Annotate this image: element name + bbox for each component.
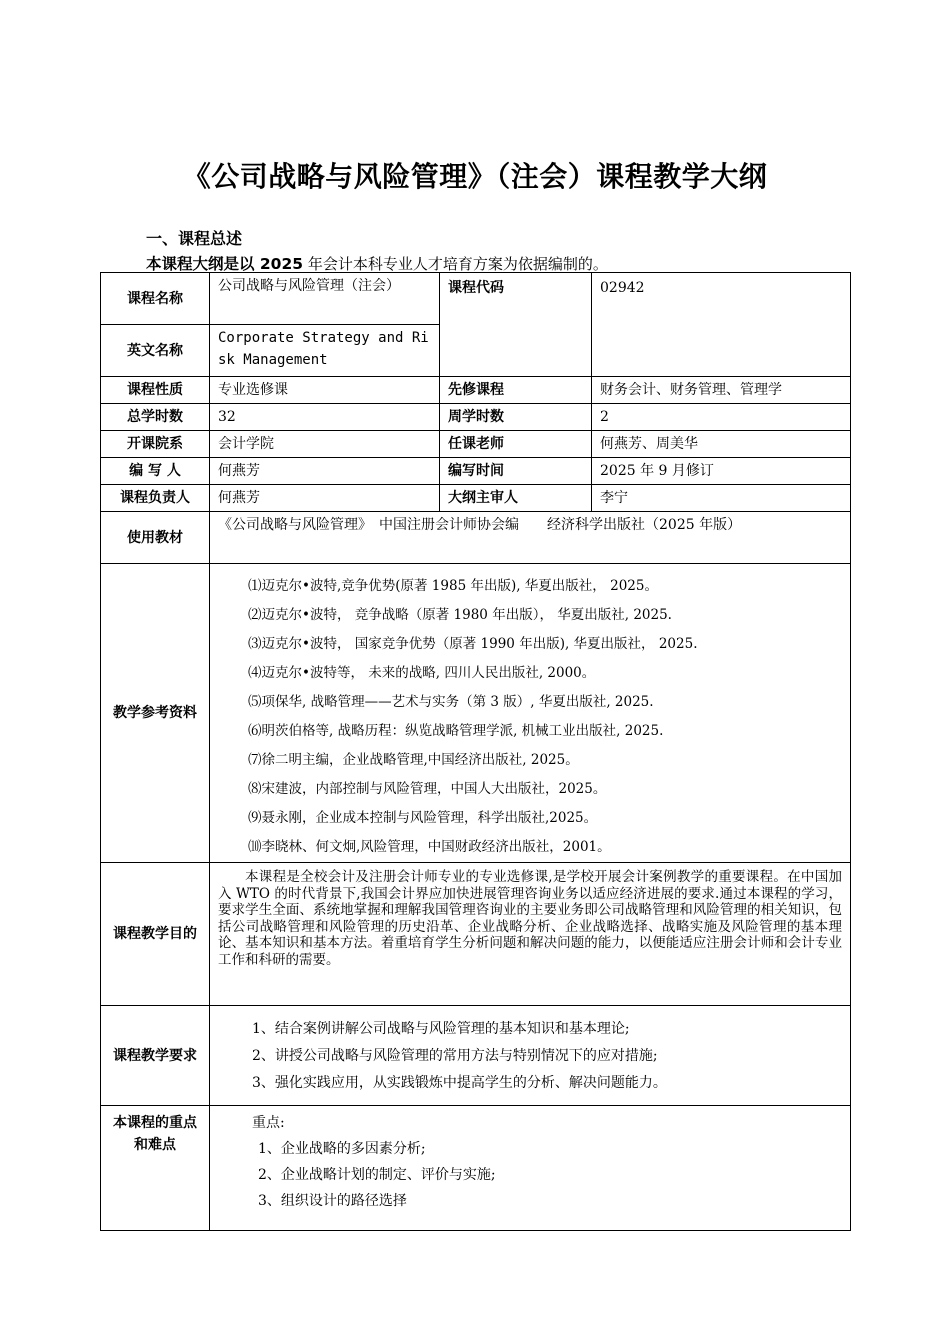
objective-label: 课程教学目的 <box>101 863 210 1006</box>
objective-cell <box>210 863 851 1006</box>
textbook-label: 使用教材 <box>101 512 210 564</box>
nature-value: 专业选修课 <box>210 377 440 404</box>
list-item: 2、企业战略计划的制定、评价与实施; <box>258 1167 496 1183</box>
list-item: ⑴迈克尔•波特,竞争优势(原著 1985 年出版), 华夏出版社， 2025。 <box>248 578 658 594</box>
course-name-value: 公司战略与风险管理（注会） <box>210 273 440 325</box>
list-item: ⑹明茨伯格等, 战略历程：纵览战略管理学派, 机械工业出版社, 2025. <box>248 723 664 739</box>
requirement-cell <box>210 1006 851 1106</box>
list-item: ⑻宋建波，内部控制与风险管理，中国人大出版社，2025。 <box>248 781 607 797</box>
references-label: 教学参考资料 <box>101 564 210 863</box>
keypoint-list <box>218 1136 842 1214</box>
reference-list <box>218 568 842 862</box>
list-item: 1、企业战略的多因素分析; <box>258 1141 426 1157</box>
hours-value: 32 <box>210 404 440 431</box>
list-item: ⑸项保华, 战略管理——艺术与实务（第 3 版）, 华夏出版社, 2025. <box>248 694 654 710</box>
intro-line <box>146 252 608 274</box>
keypoints-label: 本课程的重点和难点 <box>101 1106 210 1231</box>
reviewer-value: 李宁 <box>592 485 851 512</box>
list-item: 3、组织设计的路径选择 <box>258 1193 407 1209</box>
textbook-value: 《公司战略与风险管理》 中国注册会计师协会编 经济科学出版社（2025 年版） <box>210 512 851 564</box>
intro-rest: 年会计本科专业人才培育方案为依据编制的。 <box>303 255 608 273</box>
keypoints-heading: 重点: <box>252 1115 285 1131</box>
teacher-label: 任课老师 <box>440 431 592 458</box>
list-item: 1、结合案例讲解公司战略与风险管理的基本知识和基本理论; <box>252 1021 630 1037</box>
written-time-label: 编写时间 <box>440 458 592 485</box>
owner-value: 何燕芳 <box>210 485 440 512</box>
references-cell <box>210 564 851 863</box>
author-value: 何燕芳 <box>210 458 440 485</box>
course-code-value: 02942 <box>592 273 851 377</box>
author-label: 编 写 人 <box>101 458 210 485</box>
prereq-label: 先修课程 <box>440 377 592 404</box>
syllabus-table <box>100 272 851 1231</box>
owner-label: 课程负责人 <box>101 485 210 512</box>
hours-label: 总学时数 <box>101 404 210 431</box>
list-item: 2、讲授公司战略与风险管理的常用方法与特别情况下的应对措施; <box>252 1048 658 1064</box>
weekly-hours-label: 周学时数 <box>440 404 592 431</box>
teacher-value: 何燕芳、周美华 <box>592 431 851 458</box>
requirement-list <box>218 1008 842 1097</box>
document-title: 《公司战略与风险管理》（注会）课程教学大纲 <box>182 160 768 193</box>
reviewer-label: 大纲主审人 <box>440 485 592 512</box>
list-item: 3、强化实践应用，从实践锻炼中提高学生的分析、解决问题能力。 <box>252 1075 667 1091</box>
dept-label: 开课院系 <box>101 431 210 458</box>
list-item: ⑷迈克尔•波特等， 未来的战略, 四川人民出版社, 2000。 <box>248 665 596 681</box>
course-name-label: 课程名称 <box>101 273 210 325</box>
requirement-label: 课程教学要求 <box>101 1006 210 1106</box>
course-code-label: 课程代码 <box>440 273 592 377</box>
english-name-label: 英文名称 <box>101 325 210 377</box>
list-item: ⑽李晓林、何文炯,风险管理，中国财政经济出版社，2001。 <box>248 839 611 855</box>
dept-value: 会计学院 <box>210 431 440 458</box>
list-item: ⑶迈克尔•波特， 国家竞争优势（原著 1990 年出版), 华夏出版社， 2025. <box>248 636 698 652</box>
prereq-value: 财务会计、财务管理、管理学 <box>592 377 851 404</box>
list-item: ⑺徐二明主编，企业战略管理,中国经济出版社, 2025。 <box>248 752 579 768</box>
weekly-hours-value: 2 <box>592 404 851 431</box>
section-heading: 一、课程总述 <box>146 229 243 248</box>
written-time-value: 2025 年 9 月修订 <box>592 458 851 485</box>
list-item: ⑼聂永刚，企业成本控制与风险管理，科学出版社,2025。 <box>248 810 598 826</box>
keypoints-cell <box>210 1106 851 1231</box>
intro-bold: 本课程大纲是以 2025 <box>146 255 304 273</box>
nature-label: 课程性质 <box>101 377 210 404</box>
list-item: ⑵迈克尔•波特， 竞争战略（原著 1980 年出版）， 华夏出版社, 2025. <box>248 607 672 623</box>
objective-text: 本课程是全校会计及注册会计师专业的专业选修课,是学校开展会计案例教学的重要课程。在中国加入 WTO 的时代背景下,我国会计界应加快进展管理咨询业务以适应经济进展的要求.通过本课程的学习，要求学生全面、系统地掌握和理解我国管理咨询业的主要业务即公司战略管理和风险管理的相关知识，包括公司战略管理和风险管理的历史沿革、企业战略分析、企业战略选择、战略实施及风险管理的基本理论、基本知识和基本方法。着重培育学生分析问题和解决问题的能力，以便能适应注册会计师和会计专业工作和科研的需要。 <box>218 869 842 968</box>
english-name-value: Corporate Strategy and Risk Management <box>210 325 440 377</box>
